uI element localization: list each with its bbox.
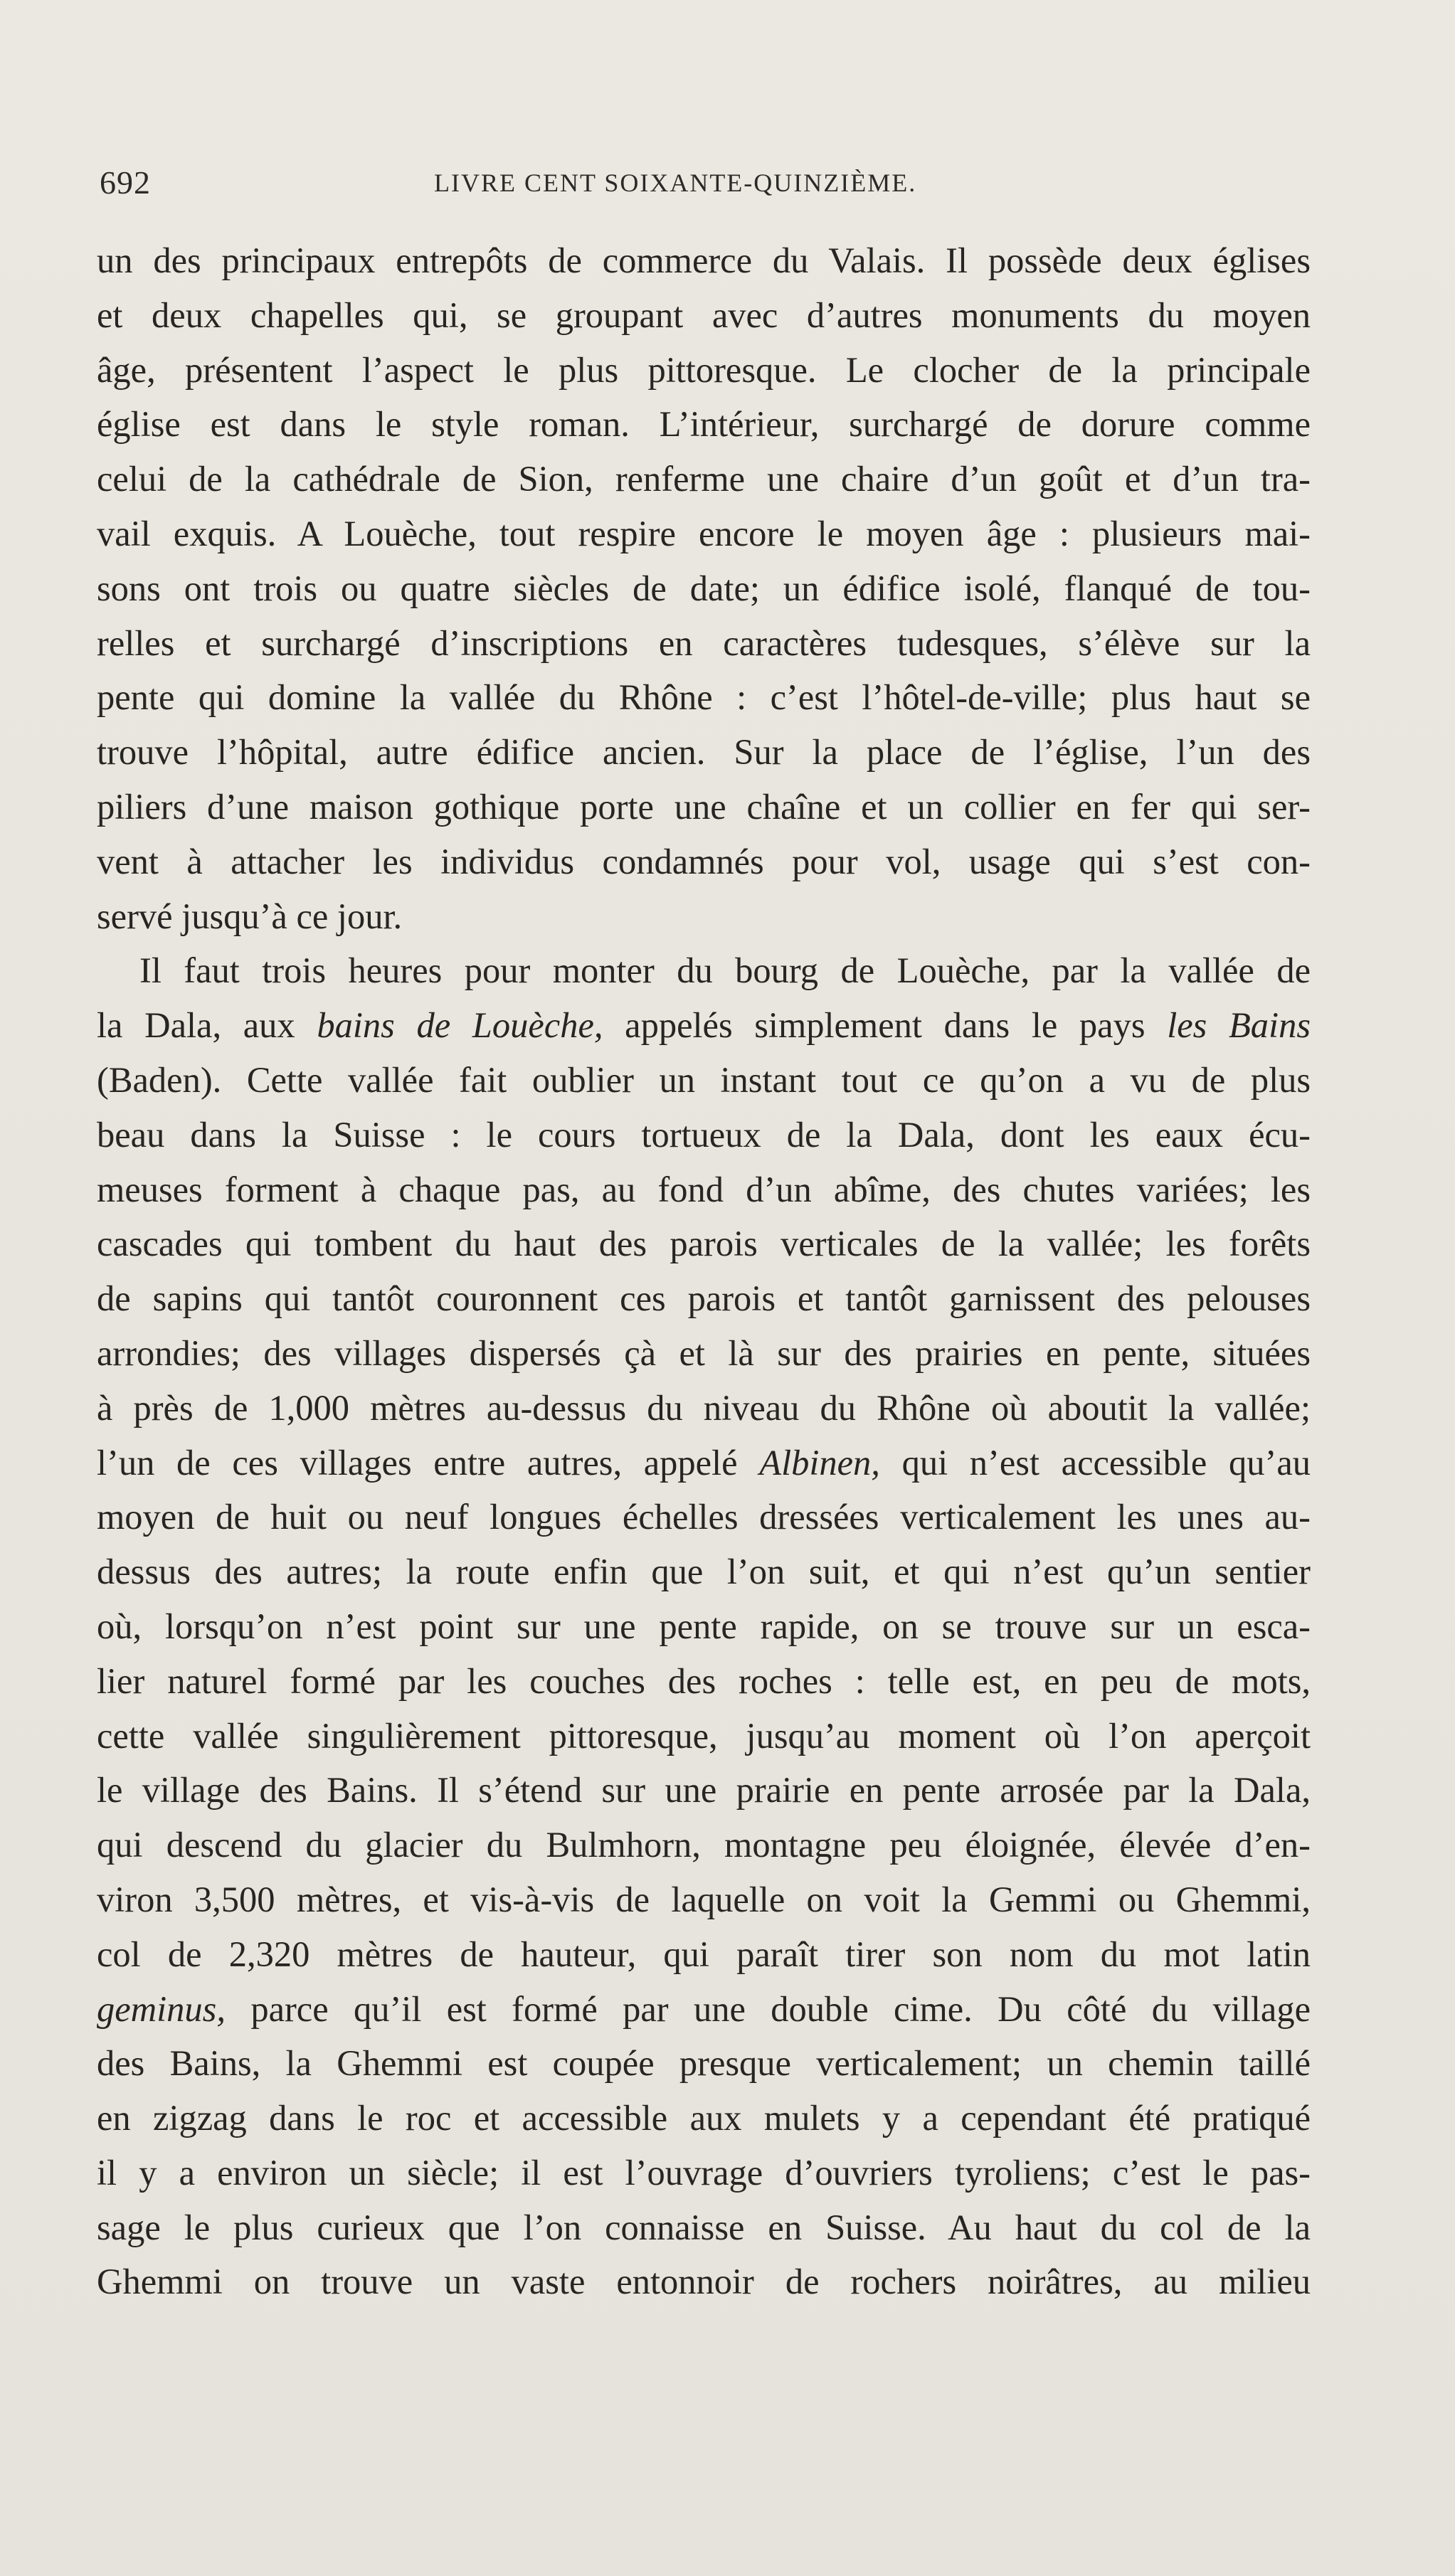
- text-line: où, lorsqu’on n’est point sur une pente rapide, on se trouve sur un esca-: [97, 1606, 1311, 1646]
- italic-place-name: les Bains: [1167, 1005, 1311, 1046]
- text-line: moyen de huit ou neuf longues échelles dressées verticalement les unes au-: [97, 1497, 1311, 1537]
- text-line: dessus des autres; la route enfin que l’on suit, et qui n’est qu’un sentier: [97, 1552, 1311, 1592]
- text-line: servé jusqu’à ce jour.: [97, 896, 403, 936]
- text-line: des Bains, la Ghemmi est coupée presque verticalement; un chemin taillé: [97, 2043, 1311, 2084]
- text-run: l’un de ces villages entre autres, appelé: [97, 1442, 760, 1483]
- text-line: le village des Bains. Il s’étend sur une prairie en pente arrosée par la Dala,: [97, 1770, 1311, 1811]
- text-line: âge, présentent l’aspect le plus pittoresque. Le clocher de la principale: [97, 349, 1311, 390]
- text-line: [97, 1436, 1311, 1490]
- text-line: de sapins qui tantôt couronnent ces parois et tantôt garnissent des pelouses: [97, 1278, 1311, 1319]
- text-line: église est dans le style roman. L’intérieur, surchargé de dorure comme: [97, 404, 1311, 445]
- text-line: [97, 1982, 1311, 2037]
- text-line: Il faut trois heures pour monter du bourg de Louèche, par la vallée de: [139, 950, 1311, 991]
- text-line: Ghemmi on trouve un vaste entonnoir de rochers noirâtres, au milieu: [97, 2262, 1311, 2302]
- text-line: trouve l’hôpital, autre édifice ancien. Sur la place de l’église, l’un des: [97, 732, 1311, 773]
- text-line: à près de 1,000 mètres au-dessus du niveau du Rhône où aboutit la vallée;: [97, 1387, 1311, 1428]
- text-line: relles et surchargé d’inscriptions en caractères tudesques, s’élève sur la: [97, 622, 1311, 663]
- text-line: vent à attacher les individus condamnés pour vol, usage qui s’est con-: [97, 841, 1311, 881]
- text-line: un des principaux entrepôts de commerce du Valais. Il possède deux églises: [97, 240, 1311, 280]
- text-line: celui de la cathédrale de Sion, renferme une chaire d’un goût et d’un tra-: [97, 459, 1311, 499]
- text-line: sage le plus curieux que l’on connaisse en Suisse. Au haut du col de la: [97, 2207, 1311, 2247]
- italic-latin-word: geminus,: [97, 1988, 226, 2029]
- text-run: qui n’est accessible qu’au: [879, 1442, 1311, 1483]
- text-line: cette vallée singulièrement pittoresque, jusqu’au moment où l’on aperçoit: [97, 1715, 1311, 1756]
- text-line: piliers d’une maison gothique porte une chaîne et un collier en fer qui ser-: [97, 786, 1311, 827]
- text-line: col de 2,320 mètres de hauteur, qui paraît tirer son nom du mot latin: [97, 1934, 1311, 1974]
- text-line: cascades qui tombent du haut des parois verticales de la vallée; les forêts: [97, 1224, 1311, 1264]
- text-line: en zigzag dans le roc et accessible aux mulets y a cependant été pratiqué: [97, 2098, 1311, 2138]
- text-line: il y a environ un siècle; il est l’ouvrage d’ouvriers tyroliens; c’est le pas-: [97, 2152, 1311, 2193]
- text-line: qui descend du glacier du Bulmhorn, montagne peu éloignée, élevée d’en-: [97, 1825, 1311, 1865]
- text-line: meuses forment à chaque pas, au fond d’un abîme, des chutes variées; les: [97, 1169, 1311, 1209]
- text-line: beau dans la Suisse : le cours tortueux de la Dala, dont les eaux écu-: [97, 1114, 1311, 1155]
- text-run: appelés simplement dans le pays: [603, 1005, 1168, 1046]
- text-line: viron 3,500 mètres, et vis-à-vis de laquelle on voit la Gemmi ou Ghemmi,: [97, 1879, 1311, 1919]
- paragraph-1: [97, 233, 1311, 943]
- text-run: parce qu’il est formé par une double cime. Du côté du village: [225, 1988, 1311, 2029]
- text-line: (Baden). Cette vallée fait oublier un instant tout ce qu’on a vu de plus: [97, 1059, 1311, 1100]
- text-run: la Dala, aux: [97, 1005, 317, 1046]
- text-line: arrondies; des villages dispersés çà et là sur des prairies en pente, situées: [97, 1332, 1311, 1373]
- text-line: vail exquis. A Louèche, tout respire encore le moyen âge : plusieurs mai-: [97, 513, 1311, 553]
- page-header: [100, 164, 1309, 206]
- body-text: [97, 233, 1311, 2309]
- italic-place-name: Albinen,: [759, 1442, 880, 1483]
- text-line: et deux chapelles qui, se groupant avec d’autres monuments du moyen: [97, 295, 1311, 335]
- text-line: pente qui domine la vallée du Rhône : c’est l’hôtel-de-ville; plus haut se: [97, 677, 1311, 718]
- text-line: lier naturel formé par les couches des roches : telle est, en peu de mots,: [97, 1660, 1311, 1701]
- paragraph-2: [97, 943, 1311, 2309]
- italic-place-name: bains de Louèche,: [317, 1005, 603, 1046]
- text-line: sons ont trois ou quatre siècles de date; un édifice isolé, flanqué de tou-: [97, 568, 1311, 608]
- text-line: [97, 998, 1311, 1053]
- page-number: 692: [100, 164, 151, 201]
- running-head: LIVRE CENT SOIXANTE-QUINZIÈME.: [434, 169, 917, 197]
